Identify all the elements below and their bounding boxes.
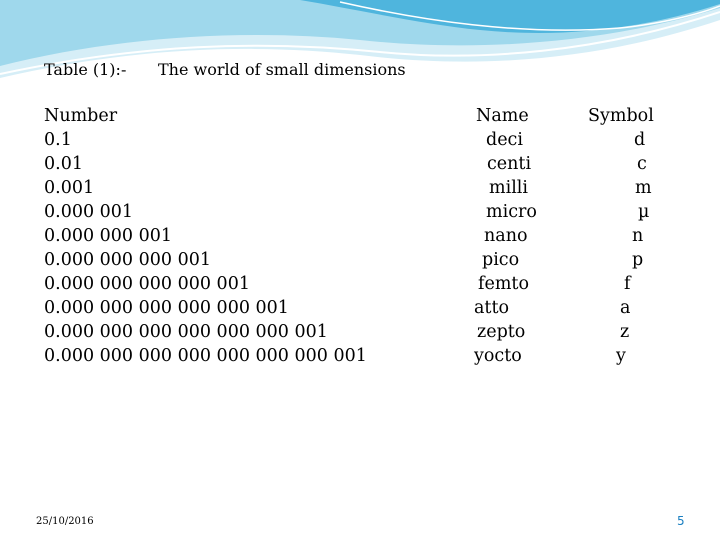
- symbol-cell: y: [616, 346, 626, 366]
- symbol-header: Symbol: [588, 106, 654, 126]
- symbol-cell: d: [634, 130, 646, 150]
- symbol-cell: n: [632, 226, 644, 246]
- number-cell: 0.000 001: [44, 202, 134, 222]
- symbol-column: [588, 104, 654, 368]
- name-cell: pico: [482, 250, 520, 270]
- symbol-cell: z: [620, 322, 630, 342]
- name-cell: centi: [487, 154, 532, 174]
- symbol-cell: µ: [638, 202, 650, 222]
- number-cell: 0.01: [44, 154, 83, 174]
- number-header: Number: [44, 106, 118, 126]
- footer-date: 25/10/2016: [36, 516, 94, 527]
- number-cell: 0.000 000 000 000 000 001: [44, 298, 289, 318]
- number-cell: 0.000 000 000 000 000 000 001: [44, 322, 328, 342]
- number-column: [44, 104, 367, 368]
- name-cell: femto: [478, 274, 529, 294]
- page-number: 5: [677, 514, 685, 528]
- symbol-cell: m: [635, 178, 652, 198]
- number-cell: 0.000 000 000 001: [44, 250, 211, 270]
- symbol-cell: f: [624, 274, 631, 294]
- name-cell: yocto: [474, 346, 522, 366]
- name-cell: milli: [489, 178, 528, 198]
- number-cell: 0.000 000 000 000 001: [44, 274, 250, 294]
- name-cell: deci: [486, 130, 523, 150]
- name-cell: nano: [484, 226, 528, 246]
- symbol-cell: c: [637, 154, 647, 174]
- symbol-cell: a: [620, 298, 631, 318]
- number-cell: 0.000 000 001: [44, 226, 173, 246]
- name-column: [474, 104, 537, 368]
- symbol-cell: p: [632, 250, 644, 270]
- number-cell: 0.001: [44, 178, 95, 198]
- number-cell: 0.1: [44, 130, 72, 150]
- name-header: Name: [476, 106, 529, 126]
- table-caption-label: Table (1):-: [44, 60, 127, 79]
- number-cell: 0.000 000 000 000 000 000 000 001: [44, 346, 367, 366]
- name-cell: atto: [474, 298, 510, 318]
- name-cell: micro: [486, 202, 537, 222]
- table-caption-text: The world of small dimensions: [158, 60, 406, 79]
- name-cell: zepto: [477, 322, 526, 342]
